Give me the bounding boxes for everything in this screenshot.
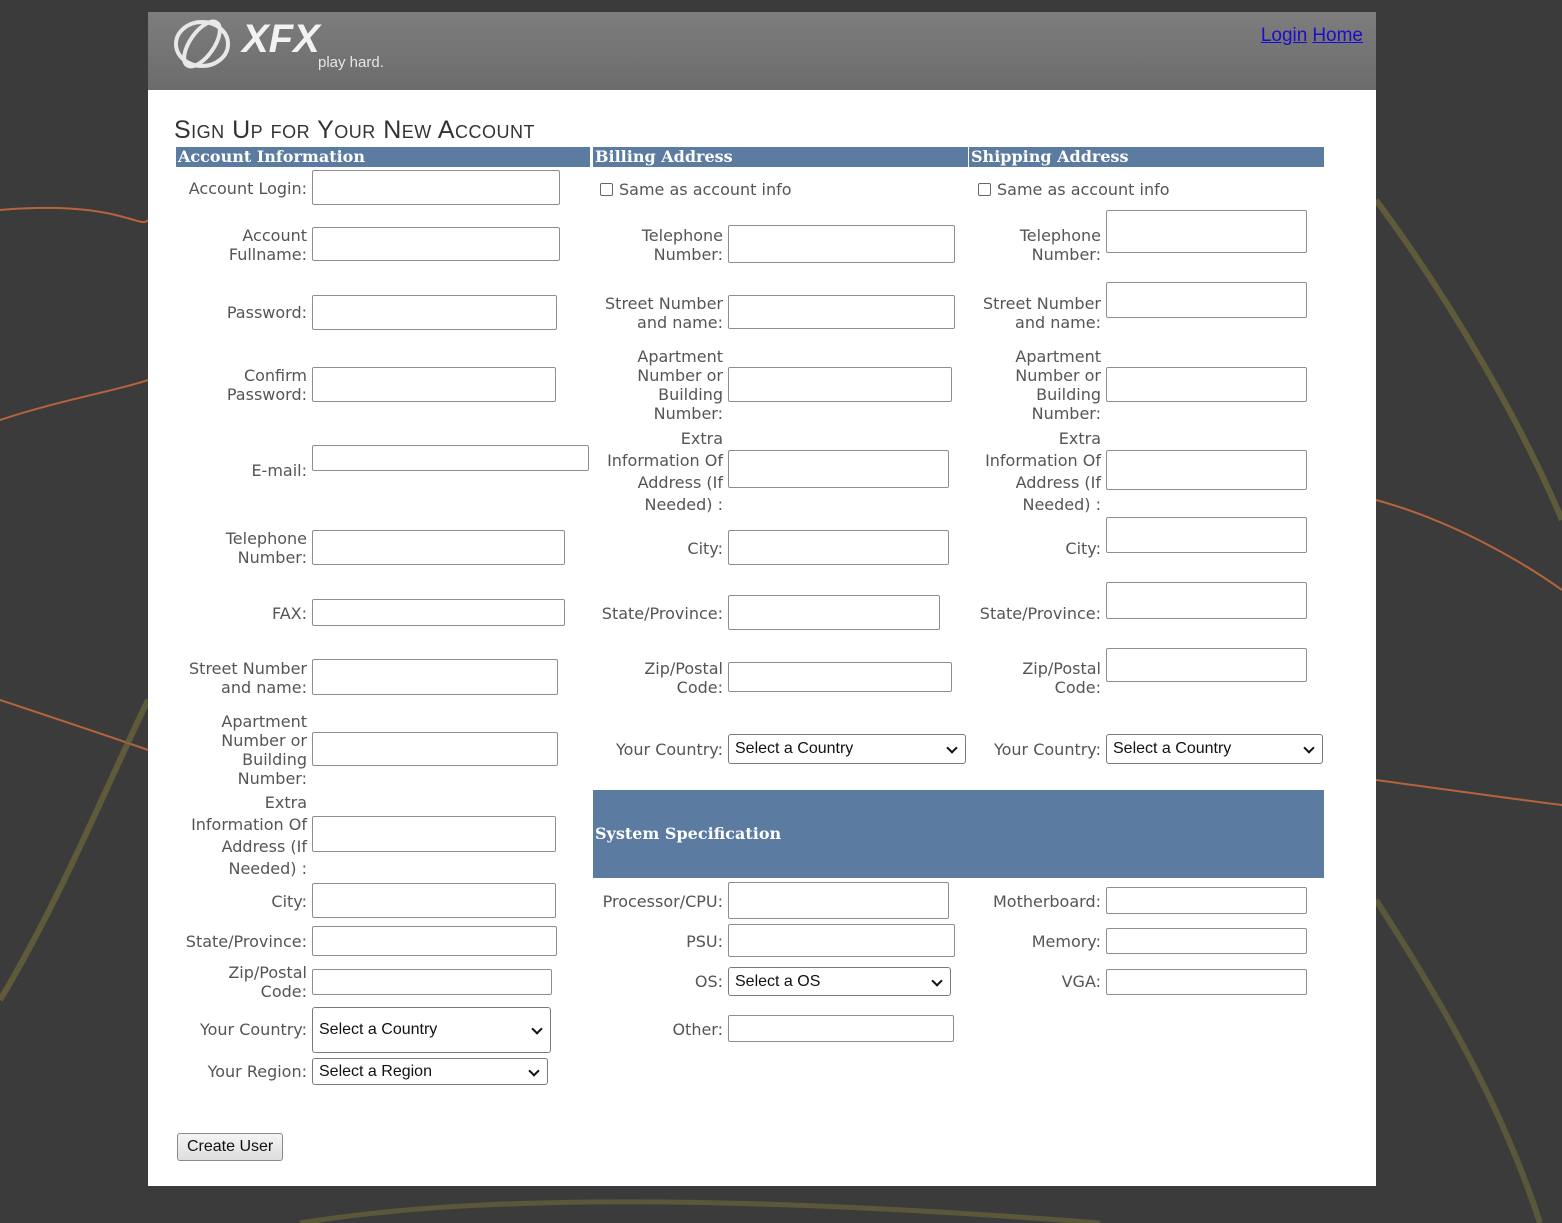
site-header	[148, 12, 1376, 90]
shipping-apartment-label: Apartment Number or Building Number:	[1015, 347, 1101, 423]
chevron-down-icon	[946, 742, 957, 753]
shipping-city-label: City:	[1065, 539, 1101, 558]
billing-zip-label: Zip/Postal Code:	[644, 659, 723, 697]
billing-city-label: City:	[687, 539, 723, 558]
billing-same-checkbox[interactable]	[600, 183, 613, 196]
shipping-state-label: State/Province:	[979, 604, 1101, 623]
billing-telephone-input[interactable]	[728, 225, 955, 263]
region-label: Your Region:	[207, 1062, 307, 1081]
billing-apartment-label: Apartment Number or Building Number:	[637, 347, 723, 423]
chevron-down-icon	[531, 1023, 542, 1034]
account-zip-input[interactable]	[312, 969, 552, 995]
section-account-information: Account Information	[176, 147, 590, 167]
shipping-telephone-label: Telephone Number:	[1019, 226, 1101, 264]
region-select[interactable]: Select a Region	[312, 1058, 548, 1085]
billing-street-input[interactable]	[728, 295, 955, 329]
billing-apartment-input[interactable]	[728, 367, 952, 402]
email-label: E-mail:	[251, 461, 307, 480]
account-extra-input[interactable]	[312, 816, 556, 852]
password-input[interactable]	[312, 295, 557, 330]
account-login-input[interactable]	[312, 170, 560, 205]
account-telephone-input[interactable]	[312, 530, 565, 565]
memory-label: Memory:	[1031, 932, 1101, 951]
vga-input[interactable]	[1106, 969, 1307, 995]
cpu-input[interactable]	[728, 882, 949, 919]
os-select[interactable]: Select a OS	[728, 967, 951, 996]
billing-country-select[interactable]: Select a Country	[728, 734, 966, 764]
shipping-street-label: Street Number and name:	[983, 294, 1101, 332]
xfx-logo	[172, 12, 392, 82]
vga-label: VGA:	[1061, 972, 1101, 991]
email-input[interactable]	[312, 445, 589, 471]
chevron-down-icon	[1303, 742, 1314, 753]
billing-extra-label: Extra Information Of Address (If Needed) :	[607, 429, 723, 514]
account-street-label: Street Number and name:	[189, 659, 307, 697]
shipping-same-checkbox[interactable]	[978, 183, 991, 196]
top-nav	[1256, 25, 1363, 47]
create-user-button[interactable]: Create User	[177, 1133, 283, 1161]
page-title: Sign Up for Your New Account	[174, 116, 536, 144]
chevron-down-icon	[528, 1065, 539, 1076]
other-input[interactable]	[728, 1015, 954, 1042]
account-state-input[interactable]	[312, 926, 557, 956]
billing-street-label: Street Number and name:	[605, 294, 723, 332]
account-telephone-label: Telephone Number:	[225, 529, 307, 567]
login-link[interactable]: Login	[1260, 25, 1308, 46]
motherboard-input[interactable]	[1106, 887, 1307, 914]
account-street-input[interactable]	[312, 659, 558, 695]
shipping-country-select[interactable]: Select a Country	[1106, 734, 1323, 764]
shipping-state-input[interactable]	[1106, 582, 1307, 619]
shipping-extra-label: Extra Information Of Address (If Needed) :	[985, 429, 1101, 514]
page-container	[148, 12, 1376, 1186]
section-shipping-address: Shipping Address	[969, 147, 1324, 167]
shipping-extra-input[interactable]	[1106, 450, 1307, 490]
shipping-street-input[interactable]	[1106, 282, 1307, 318]
billing-city-input[interactable]	[728, 530, 949, 565]
account-fullname-input[interactable]	[312, 227, 560, 261]
account-city-input[interactable]	[312, 883, 556, 918]
billing-same-as-account[interactable]: Same as account info	[600, 180, 792, 199]
account-state-label: State/Province:	[185, 932, 307, 951]
account-zip-label: Zip/Postal Code:	[228, 963, 307, 1001]
motherboard-label: Motherboard:	[992, 892, 1101, 911]
section-billing-address: Billing Address	[593, 147, 968, 167]
memory-input[interactable]	[1106, 928, 1307, 954]
psu-input[interactable]	[728, 924, 955, 957]
logo-tagline: play hard.	[318, 54, 384, 71]
shipping-apartment-input[interactable]	[1106, 367, 1307, 402]
fax-label: FAX:	[271, 604, 307, 623]
shipping-zip-label: Zip/Postal Code:	[1022, 659, 1101, 697]
logo-text: XFX	[242, 17, 320, 61]
billing-country-label: Your Country:	[615, 740, 723, 759]
shipping-country-label: Your Country:	[993, 740, 1101, 759]
account-fullname-label: Account Fullname:	[228, 226, 307, 264]
fax-input[interactable]	[312, 599, 565, 626]
cpu-label: Processor/CPU:	[602, 892, 723, 911]
shipping-telephone-input[interactable]	[1106, 210, 1307, 253]
account-city-label: City:	[271, 892, 307, 911]
account-apartment-label: Apartment Number or Building Number:	[221, 712, 307, 788]
chevron-down-icon	[931, 975, 942, 986]
section-system-specification: System Specification	[593, 790, 1324, 878]
account-extra-label: Extra Information Of Address (If Needed) :	[191, 793, 307, 878]
billing-telephone-label: Telephone Number:	[641, 226, 723, 264]
account-apartment-input[interactable]	[312, 732, 558, 766]
account-country-select[interactable]: Select a Country	[312, 1007, 551, 1053]
confirm-password-input[interactable]	[312, 367, 556, 402]
account-country-label: Your Country:	[199, 1020, 307, 1039]
account-login-label: Account Login:	[188, 179, 307, 198]
shipping-zip-input[interactable]	[1106, 648, 1307, 682]
home-link[interactable]: Home	[1312, 25, 1363, 46]
password-label: Password:	[226, 303, 307, 322]
confirm-password-label: Confirm Password:	[226, 366, 307, 404]
os-label: OS:	[694, 972, 723, 991]
psu-label: PSU:	[686, 932, 723, 951]
shipping-same-as-account[interactable]: Same as account info	[978, 180, 1170, 199]
billing-state-input[interactable]	[728, 595, 940, 630]
other-label: Other:	[672, 1020, 723, 1039]
billing-zip-input[interactable]	[728, 662, 952, 692]
shipping-city-input[interactable]	[1106, 517, 1307, 553]
billing-state-label: State/Province:	[601, 604, 723, 623]
billing-extra-input[interactable]	[728, 450, 949, 488]
